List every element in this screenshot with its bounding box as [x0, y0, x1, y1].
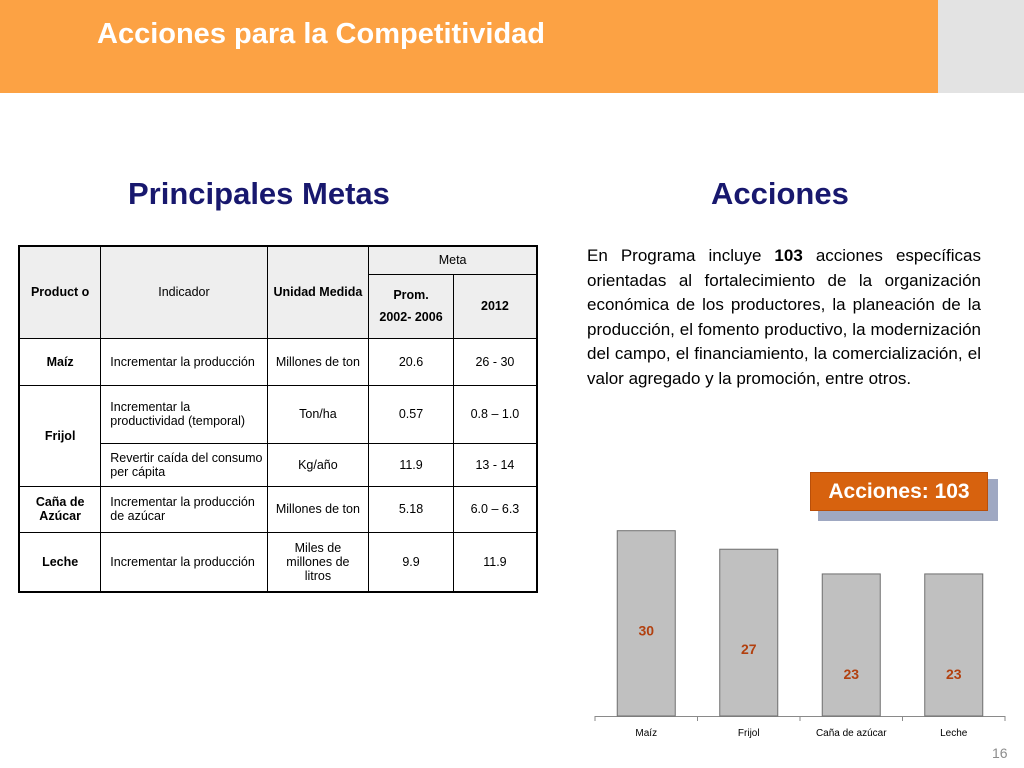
- data-label: 30: [638, 622, 655, 639]
- x-tick-label: Maíz: [635, 728, 658, 739]
- cell-2012: 6.0 – 6.3: [453, 486, 537, 532]
- table-row: [19, 532, 537, 592]
- acciones-paragraph: [587, 244, 981, 391]
- paragraph-bold-count: 103: [774, 246, 803, 265]
- x-tick-label: Leche: [940, 728, 968, 739]
- header-producto: Product o: [19, 246, 101, 338]
- header-prom-line1: Prom.: [393, 288, 429, 302]
- table-row: [19, 338, 537, 385]
- data-label: 23: [945, 665, 962, 682]
- cell-prom: 11.9: [369, 443, 454, 486]
- header-2012: 2012: [453, 274, 537, 338]
- paragraph-pre: En Programa incluye: [587, 246, 775, 265]
- paragraph-post: acciones específicas orientadas al fortalecimiento de la organización económica de los productores, la planeación de la producción, el fomento productivo, la modernización del campo, el financiamiento, la comercialización, el valor agregado y la promoción, entre otros.: [587, 246, 981, 388]
- header-side-block: [938, 0, 1024, 93]
- header-unidad: Unidad Medida: [267, 246, 369, 338]
- cell-producto: Caña de Azúcar: [19, 486, 101, 532]
- header-meta: Meta: [369, 246, 537, 274]
- cell-prom: 9.9: [369, 532, 454, 592]
- acciones-heading: Acciones: [711, 176, 849, 211]
- bar: [925, 574, 983, 716]
- metas-table: [18, 245, 538, 593]
- cell-unidad: Millones de ton: [267, 486, 369, 532]
- data-label: 23: [843, 665, 860, 682]
- cell-indicador: Incrementar la producción: [101, 338, 267, 385]
- cell-indicador: Revertir caída del consumo per cápita: [101, 443, 267, 486]
- cell-unidad: Ton/ha: [267, 385, 369, 443]
- cell-indicador: Incrementar la producción: [101, 532, 267, 592]
- bar-chart: [590, 500, 1010, 745]
- cell-prom: 0.57: [369, 385, 454, 443]
- cell-2012: 13 - 14: [453, 443, 537, 486]
- cell-unidad: Kg/año: [267, 443, 369, 486]
- cell-unidad: Miles de millones de litros: [267, 532, 369, 592]
- table-row: [19, 486, 537, 532]
- data-label: 27: [740, 641, 757, 658]
- cell-indicador: Incrementar la producción de azúcar: [101, 486, 267, 532]
- cell-producto: Maíz: [19, 338, 101, 385]
- x-tick-label: Frijol: [737, 728, 760, 739]
- table-row: [19, 385, 537, 443]
- bar: [822, 574, 880, 716]
- page-number: 16: [992, 745, 1008, 761]
- cell-prom: 20.6: [369, 338, 454, 385]
- bar: [720, 549, 778, 716]
- slide-title: Acciones para la Competitividad: [97, 18, 546, 50]
- cell-producto: Leche: [19, 532, 101, 592]
- metas-heading: Principales Metas: [128, 176, 390, 211]
- cell-2012: 11.9: [453, 532, 537, 592]
- header-prom-line2: 2002- 2006: [379, 310, 443, 324]
- cell-2012: 26 - 30: [453, 338, 537, 385]
- cell-producto: Frijol: [19, 385, 101, 486]
- cell-unidad: Millones de ton: [267, 338, 369, 385]
- x-tick-label: Caña de azúcar: [815, 728, 887, 739]
- acciones-badge: Acciones: 103: [810, 472, 988, 511]
- cell-prom: 5.18: [369, 486, 454, 532]
- cell-2012: 0.8 – 1.0: [453, 385, 537, 443]
- header-indicador: Indicador: [101, 246, 267, 338]
- header-prom: [369, 274, 454, 338]
- cell-indicador: Incrementar la productividad (temporal): [101, 385, 267, 443]
